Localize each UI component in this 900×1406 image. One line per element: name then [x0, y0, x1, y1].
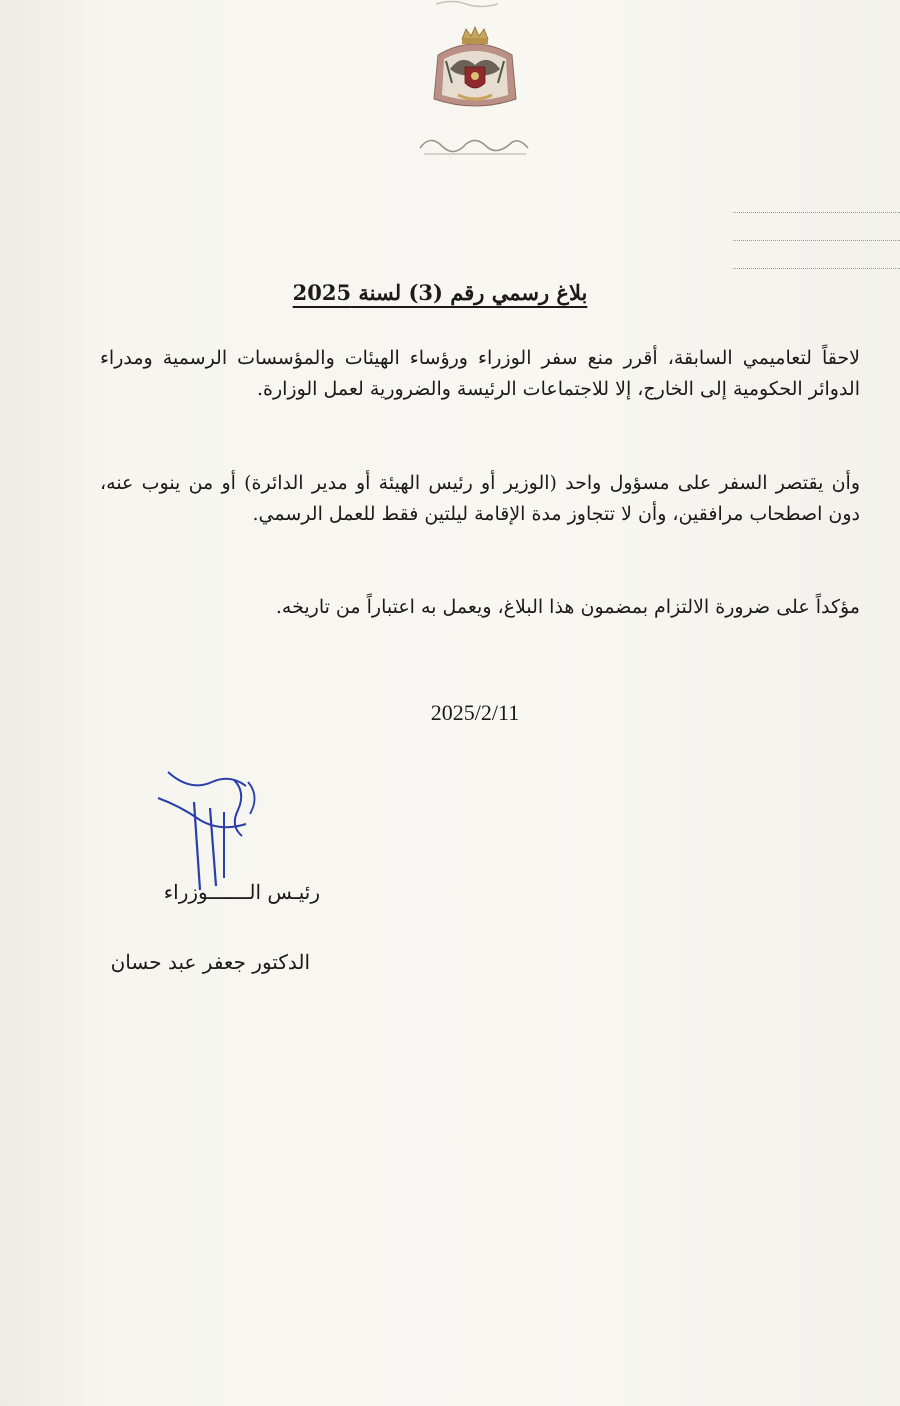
reference-line	[733, 212, 900, 213]
reference-line	[733, 240, 900, 241]
paragraph-travel-ban: لاحقاً لتعاميمي السابقة، أقرر منع سفر الوزراء ورؤساء الهيئات والمؤسسات الرسمية ومدراء الدوائر الحكومية إلى الخارج، إلا للاجتماعات الرئيسة والضرورية لعمل الوزارة.	[100, 347, 860, 400]
coat-of-arms-emblem	[428, 25, 522, 111]
paragraph-compliance: مؤكداً على ضرورة الالتزام بمضمون هذا البلاغ، ويعمل به اعتباراً من تاريخه.	[275, 596, 860, 618]
office-name-letterhead	[400, 128, 550, 167]
reference-line	[733, 268, 900, 269]
paragraph-travel-limits: وأن يقتصر السفر على مسؤول واحد (الوزير أو رئيس الهيئة أو مدير الدائرة) أو من ينوب عنه، دون اصطحاب مرافقين، وأن لا تتجاوز مدة الإقامة ليلتين فقط للعمل الرسمي.	[100, 472, 860, 525]
document-title: بلاغ رسمي رقم (3) لسنة 2025	[292, 280, 588, 305]
signatory-title: رئيـس الـــــــوزراء	[163, 880, 320, 904]
top-faint-marking	[432, 0, 502, 10]
handwritten-signature	[150, 762, 270, 894]
signatory-name: الدكتور جعفر عبد حسان	[110, 950, 310, 974]
document-date: 2025/2/11	[430, 700, 520, 725]
